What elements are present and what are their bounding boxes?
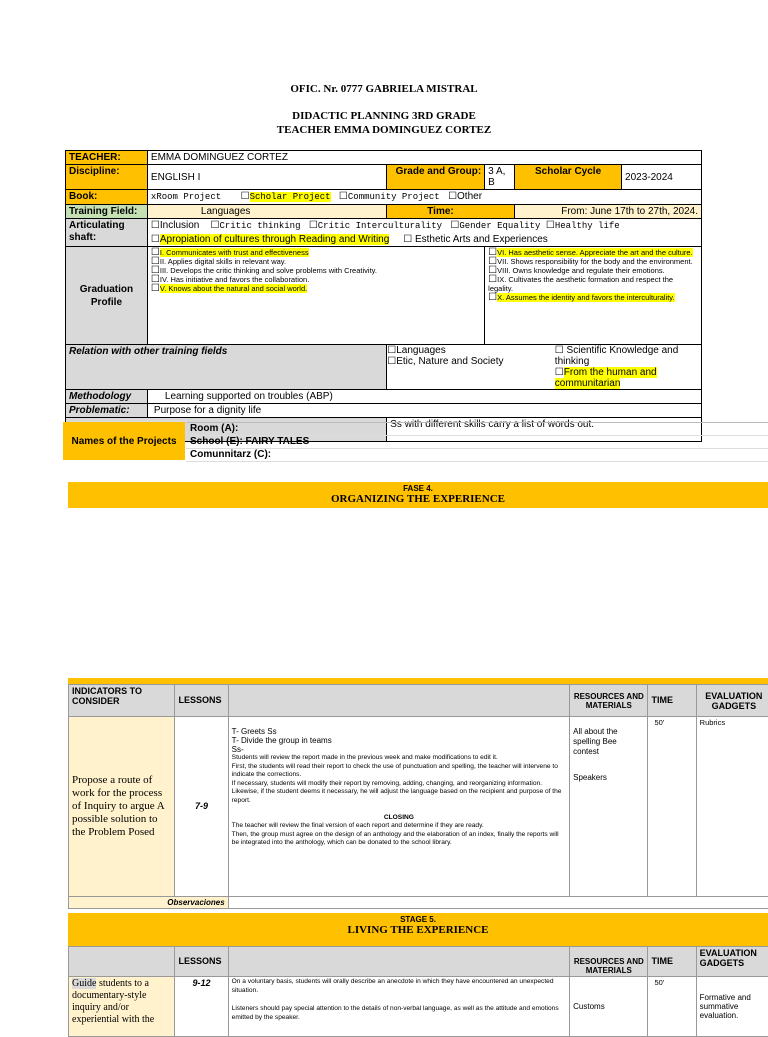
p5-lessons: 9-12 (175, 977, 228, 1037)
profile-item-7[interactable]: VII. Shows responsibility for the body and the environment. (497, 257, 693, 266)
relation-scientific[interactable]: Scientific Knowledge and thinking (554, 345, 679, 367)
teacher-heading: TEACHER EMMA DOMINGUEZ CORTEZ (276, 124, 492, 136)
phase5-table (68, 946, 768, 1037)
p5-header-time: TIME (648, 947, 696, 977)
phase5-banner (68, 913, 768, 946)
problematic-label: Problematic: (66, 404, 148, 418)
discipline-value: ENGLISH I (147, 165, 386, 190)
document-title: DIDACTIC PLANNING 3RD GRADE (292, 110, 476, 122)
relation-label: Relation with other training fields (66, 345, 387, 390)
time-label: Time: (387, 205, 515, 219)
time-value: From: June 17th to 27th, 2024. (515, 205, 702, 219)
axis-option-inclusion[interactable]: Inclusion (159, 220, 200, 231)
book-option-community[interactable]: Community Project (347, 192, 440, 202)
axis-option-critic-thinking[interactable]: Critic thinking (219, 221, 301, 231)
book-option-scholar[interactable]: Scholar Project (249, 192, 331, 202)
profile-right-list (485, 247, 702, 345)
cycle-label: Scholar Cycle (515, 165, 622, 190)
p4-header-evaluation: EVALUATION GADGETS (696, 685, 768, 717)
p4-indicator: Propose a route of work for the process of Inquiry to argue A possible solution to the Problem Posed (69, 717, 175, 897)
p5-indicator: Guide students to a documentary-style inquiry and/or experiential with the (69, 977, 175, 1037)
p4-lessons: 7-9 (175, 717, 228, 897)
p5-resources: Customs (570, 977, 648, 1037)
p5-evaluation: Formative and summative evaluation. (696, 977, 768, 1037)
profile-item-2[interactable]: II. Applies digital skills in relevant way. (159, 257, 287, 266)
profile-item-3[interactable]: III. Develops the critic thinking and solve problems with Creativity. (159, 266, 377, 275)
teacher-value: EMMA DOMINGUEZ CORTEZ (147, 151, 701, 165)
training-field-value: Languages (147, 205, 386, 219)
teacher-label: TEACHER: (66, 151, 148, 165)
relation-human[interactable]: From the human and communitarian (554, 367, 657, 389)
axis-option-reading[interactable]: Apropiation of cultures through Reading and Writing (159, 234, 390, 245)
p4-header-indicators: INDICATORS TO CONSIDER (69, 685, 175, 717)
book-options (147, 190, 701, 205)
axis-label: Articulating shaft: (66, 219, 148, 247)
relation-languages[interactable]: Languages (396, 345, 446, 356)
relation-options (387, 345, 702, 390)
adequacy-value: Ss with different skills carry a list of words out. (387, 418, 702, 442)
profile-item-4[interactable]: IV. Has initiative and favors the collaboration. (159, 275, 310, 284)
info-table (65, 150, 702, 442)
p4-evaluation: Rubrics (696, 717, 768, 897)
grade-label: Grade and Group: (387, 165, 485, 190)
axis-option-healthy[interactable]: Healthy life (554, 221, 620, 231)
p4-header-time: TIME (648, 685, 696, 717)
axis-option-interculturality[interactable]: Critic Interculturality (317, 221, 443, 231)
methodology-label: Methodology (66, 390, 148, 404)
grade-value: 3 A, B (485, 165, 515, 190)
cycle-value: 2023-2024 (622, 165, 702, 190)
discipline-label: Discipline: (66, 165, 148, 190)
book-label: Book: (66, 190, 148, 205)
profile-left-list (147, 247, 484, 345)
book-option-room: xRoom Project (150, 192, 222, 202)
p4-observations: Observaciones (69, 897, 229, 909)
profile-label: Graduation Profile (66, 247, 148, 345)
problematic-value: Purpose for a dignity life (147, 404, 701, 418)
axis-option-arts[interactable]: Esthetic Arts and Experiences (414, 234, 548, 245)
profile-item-10[interactable]: X. Assumes the identity and favors the interculturality. (497, 293, 675, 302)
projects-label: Names of the Projects (63, 422, 185, 460)
p4-activity: T- Greets Ss T- Divide the group in teams Ss- Students will review the report made in the previous week and make modifications to edit it. First, the students will read their report to check the use of punctuation and spelling, the teacher will intervene to indicate the corrections. If necessary, students will modify their report by removing, adding, changing, and reorganizing information. Likewise, if the student deems it necessary, he will adjust the language based on the recipient and purpose of the report. CLOSING The teacher will review the final version of each report and determine if they are ready. Then, the group must agree on the design of an anthology and the elaboration of an index, finally the reports will be integrated into the anthology, which can be donated to the school library. (228, 717, 569, 897)
p4-resources: All about the spelling Bee contest Speakers (570, 717, 648, 897)
p5-activity: On a voluntary basis, students will orally describe an anecdote in which they have encountered an unexpected situation. Listeners should pay special attention to the details of non-verbal language, as well as the attitude and emotions emitted by the speaker. (228, 977, 569, 1037)
p5-header-lessons: LESSONS (175, 947, 228, 977)
p5-header-resources: RESOURCES AND MATERIALS (570, 947, 648, 977)
profile-item-6[interactable]: VI. Has aesthetic sense. Appreciate the art and the culture. (497, 248, 693, 257)
book-option-other[interactable]: Other (457, 191, 483, 202)
profile-item-5[interactable]: V. Knows about the natural and social world. (159, 284, 308, 293)
training-field-label: Training Field: (66, 205, 148, 219)
phase4-banner (68, 482, 768, 508)
p5-time: 50' (648, 977, 696, 1037)
p4-header-lessons: LESSONS (175, 685, 228, 717)
profile-item-9[interactable]: IX. Cultivates the aesthetic formation and respect the legality. (488, 275, 674, 293)
phase5-title: LIVING THE EXPERIENCE (347, 924, 489, 936)
axis-option-gender[interactable]: Gender Equality (459, 221, 541, 231)
p4-closing-label: CLOSING (383, 813, 414, 821)
profile-item-1[interactable]: I. Communicates with trust and effectiveness (159, 248, 309, 257)
projects-list (186, 422, 768, 461)
axis-options (147, 219, 701, 247)
project-school: School (E): FAIRY TALES (186, 436, 768, 449)
office-title: OFIC. Nr. 0777 GABRIELA MISTRAL (290, 83, 478, 95)
profile-item-8[interactable]: VIII. Owns knowledge and regulate their emotions. (497, 266, 665, 275)
phase4-title: ORGANIZING THE EXPERIENCE (331, 493, 505, 505)
methodology-value: Learning supported on troubles (ABP) (147, 390, 701, 404)
relation-etic[interactable]: Etic, Nature and Society (396, 356, 504, 367)
project-room: Room (A): (186, 423, 768, 436)
p4-time: 50' (648, 717, 696, 897)
project-community: Comunnitarz (C): (186, 449, 768, 462)
phase5-small: STAGE 5. (400, 915, 436, 924)
p4-header-resources: RESOURCES AND MATERIALS (570, 685, 648, 717)
p5-header-evaluation: EVALUATION GADGETS (696, 947, 768, 977)
phase4-small: FASE 4. (403, 484, 433, 493)
phase4-table (68, 684, 768, 909)
